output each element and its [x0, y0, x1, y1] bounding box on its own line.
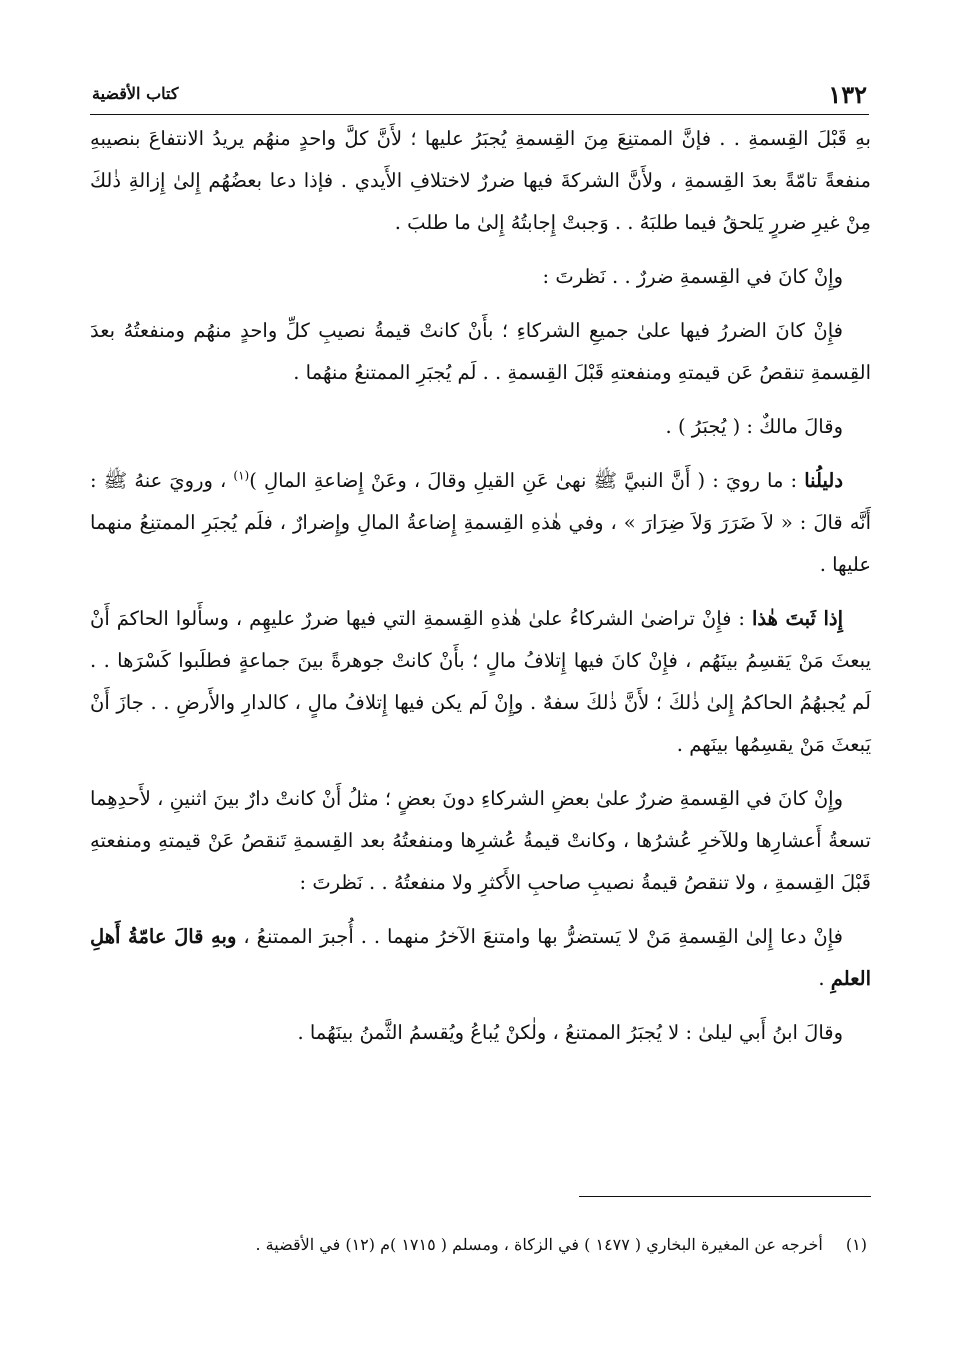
paragraph-8-end: .: [818, 967, 831, 990]
section-lead: إِذا ثَبتَ هٰذا: [751, 607, 843, 630]
book-title: كتاب الأقضية: [92, 84, 179, 103]
paragraph-8-text: فإِنْ دعا إِلىٰ القِسمةِ مَنْ لا يَستضرُّ بها وامتنعَ الآخرُ منهما . . أُجبرَ الممتنعُ ،: [236, 925, 843, 948]
footnote-text: أخرجه عن المغيرة البخاري ( ١٤٧٧ ) في الزكاة ، ومسلم ( ١٧١٥ )م (١٢) في الأقضية .: [255, 1235, 823, 1254]
paragraph-8: [90, 916, 871, 1000]
scholars-opinion: وبهِ قالَ عامّةُ أَهلِ العلمِ: [90, 925, 871, 990]
proof-heading: دليلُنا: [804, 469, 844, 492]
paragraph-6: [90, 598, 871, 766]
footnote-separator: [579, 1196, 871, 1197]
footnote-reference: (١): [233, 468, 250, 483]
paragraph-7: وإِنْ كانَ في القِسمةِ ضررٌ علىٰ بعضِ الشركاءِ دونَ بعضٍ ؛ مثلُ أَنْ كانتْ دارٌ بينَ اثنينِ ، لأَحدِهِما تسعةُ أَعشارِها وللآخرِ عُشرُها ، وكانتْ قيمةُ عُشرِها ومنفعتُهُ بعد القِسمةِ تَنقصُ عَنْ قيمتهِ ومنفعتهِ قَبْلَ القِسمةِ ، ولا تنقصُ قيمةُ نصيبِ صاحبِ الأَكثرِ ولا منفعتُهُ . . نَظرتَ :: [90, 787, 871, 894]
paragraph-2: وإِنْ كانَ في القِسمةِ ضررٌ . . نَظرتَ :: [542, 265, 843, 288]
running-header: [90, 80, 869, 115]
footnote: [90, 1232, 867, 1258]
paragraph-5: [90, 460, 871, 586]
paragraph-1: بهِ قَبْلَ القِسمةِ . . فإنَّ الممتنِعَ مِنَ القِسمةِ يُجبَرُ عليها ؛ لأَنَّ كلَّ واحدٍ منهُم يريدُ الانتفاعَ بنصيبهِ منفعةً تامّةً بعدَ القِسمةِ ، ولأَنَّ الشركةَ فيها ضررٌ لاختلافِ الأَيدي . فإذا دعا بعضُهُم إِلىٰ إِزالةِ ذٰلكَ مِنْ غيرِ ضررٍ يَلحقُ فيما طلبَهُ . . وَجبتْ إِجابتُهُ إِلىٰ ما طلبَ .: [90, 127, 871, 234]
paragraph-5-text-a: : ما رويَ : ( أَنَّ النبيَّ ﷺ نهىٰ عَنِ القيلِ وقالَ ، وعَنْ إِضاعةِ المالِ ): [249, 469, 798, 492]
paragraph-3: فإِنْ كانَ الضررُ فيها علىٰ جميعِ الشركاءِ ؛ بأَنْ كانتْ قيمةُ نصيبِ كلِّ واحدٍ منهُم ومنفعتُهُ بعدَ القِسمةِ تنقصُ عَن قيمتهِ ومنفعتهِ قَبْلَ القِسمةِ . . لَم يُجبَرِ الممتنعُ منهُما .: [90, 319, 871, 384]
page-number: ١٣٢: [828, 80, 867, 109]
paragraph-4: وقالَ مالكٌ : ( يُجبَرُ ) .: [665, 415, 843, 438]
paragraph-5-text-b: ، ورويَ عنهُ ﷺ : أَنَّه قالَ : « لاَ ضَرَرَ وَلاَ ضِرَارَ » ، وفي هٰذهِ القِسمةِ إِضاعةُ المالِ وإِضرارٌ ، فلَم يُجبَرِ الممتنِعُ منهما عليها .: [90, 469, 871, 576]
paragraph-9: وقالَ ابنُ أَبي ليلىٰ : لا يُجبَرُ الممتنعُ ، ولٰكنْ يُباعُ ويُقسمُ الثَّمنُ بينَهُما .: [297, 1021, 843, 1044]
footnote-marker: (١): [845, 1235, 867, 1254]
paragraph-6-text: : فإِنْ تراضىٰ الشركاءُ علىٰ هٰذهِ القِسمةِ التي فيها ضررٌ عليهِم ، وسأَلوا الحاكمَ أَنْ يبعثَ مَنْ يَقسِمُ بينَهُم ، فإِنْ كانَ فيها إِتلافُ مالٍ ؛ بأَنْ كانتْ جوهرةً بينَ جماعةٍ فطلَبوا كَسْرَها . . لَم يُجبهُمُ الحاكمُ إِلىٰ ذٰلكَ ؛ لأَنَّ ذٰلكَ سفهٌ . وإِنْ لَم يكن فيها إِتلافُ مالٍ ، كالدارِ والأَرضِ . . جازَ أَنْ يَبعثَ مَنْ يقسِمُها بينَهم .: [90, 607, 871, 756]
main-text: [90, 118, 871, 1066]
